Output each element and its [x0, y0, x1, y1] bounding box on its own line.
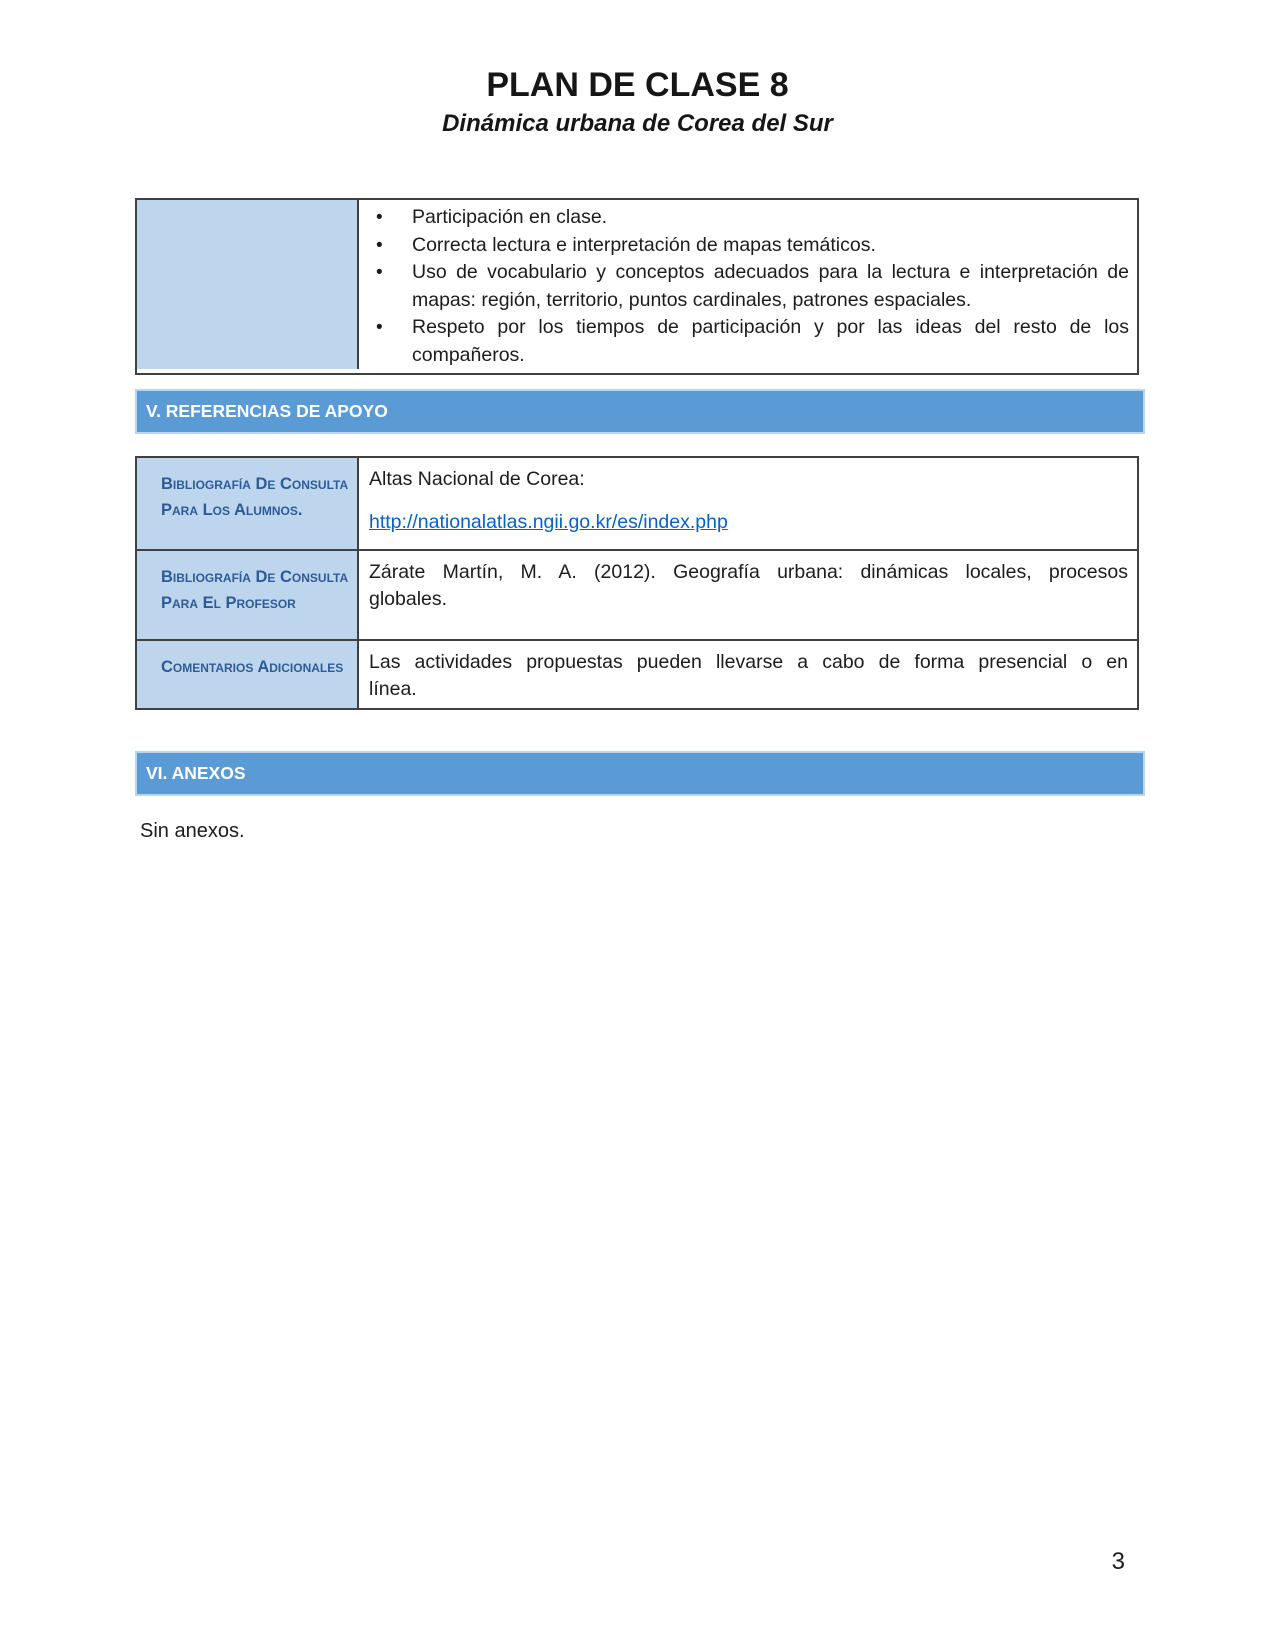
row-label: Bibliografía De Consulta Para Los Alumnos.: [161, 475, 349, 519]
bullet-icon: •: [376, 207, 383, 228]
text-line: Zárate Martín, M. A. (2012). Geografía urbana: dinámicas locales, procesos: [369, 561, 1128, 583]
content-cell: [359, 641, 1137, 708]
table-row-bibliografia-profesor: [137, 549, 1137, 639]
document-subtitle: Dinámica urbana de Corea del Sur: [442, 110, 833, 137]
references-table: [135, 456, 1139, 710]
bullet-icon: •: [376, 234, 383, 256]
text-line: Las actividades propuestas pueden llevarse a cabo de forma presencial o en: [369, 651, 1128, 673]
evaluation-table: [135, 198, 1139, 375]
bullet-text: [412, 314, 1129, 369]
bullet-text: [412, 204, 1129, 232]
label-cell: [137, 641, 359, 708]
table-row-comentarios: [137, 639, 1137, 708]
text-line: globales.: [369, 588, 448, 610]
bullet-item: [368, 314, 1129, 369]
row-label: Bibliografía De Consulta Para El Profesor: [161, 568, 349, 612]
section-header-anexos: [135, 751, 1145, 796]
bullet-item: [368, 204, 1129, 232]
text-line: compañeros.: [412, 343, 525, 366]
reference-link-line: [369, 509, 1128, 536]
evaluation-content-cell: [359, 200, 1137, 369]
evaluation-label-cell: [137, 200, 359, 369]
content-cell: [359, 551, 1137, 639]
text-line: Respeto por los tiempos de participación y por las ideas del resto de los: [412, 316, 1129, 338]
page-number: 3: [1111, 1548, 1125, 1575]
label-cell: [137, 458, 359, 549]
text-line: Correcta lectura e interpretación de mapas temáticos.: [412, 233, 876, 256]
document-title: PLAN DE CLASE 8: [486, 66, 789, 104]
annex-body-text: Sin anexos.: [140, 820, 245, 842]
bullet-item: [368, 259, 1129, 314]
bullet-text: [412, 259, 1129, 314]
bullet-text: [412, 232, 1129, 260]
table-row-bibliografia-alumnos: [137, 458, 1137, 549]
bullet-icon: •: [376, 317, 383, 338]
atlas-hyperlink[interactable]: http://nationalatlas.ngii.go.kr/es/index.php: [369, 511, 728, 533]
evaluation-table-row: [137, 200, 1137, 369]
section-header-anexos-label: VI. ANEXOS: [146, 763, 246, 783]
bullet-icon: •: [376, 262, 383, 283]
text-line: Participación en clase.: [412, 206, 608, 228]
label-cell: [137, 551, 359, 639]
text-line: línea.: [369, 678, 417, 700]
reference-text: Altas Nacional de Corea:: [369, 468, 585, 490]
bullet-item: [368, 232, 1129, 260]
text-line: mapas: región, territorio, puntos cardinales, patrones espaciales.: [412, 288, 972, 311]
content-cell: [359, 458, 1137, 549]
text-line: Uso de vocabulario y conceptos adecuados para la lectura e interpretación de: [412, 261, 1129, 283]
section-header-referencias: [135, 389, 1145, 434]
row-label: Comentarios Adicionales: [161, 658, 344, 676]
section-header-referencias-label: V. REFERENCIAS DE APOYO: [146, 401, 388, 421]
